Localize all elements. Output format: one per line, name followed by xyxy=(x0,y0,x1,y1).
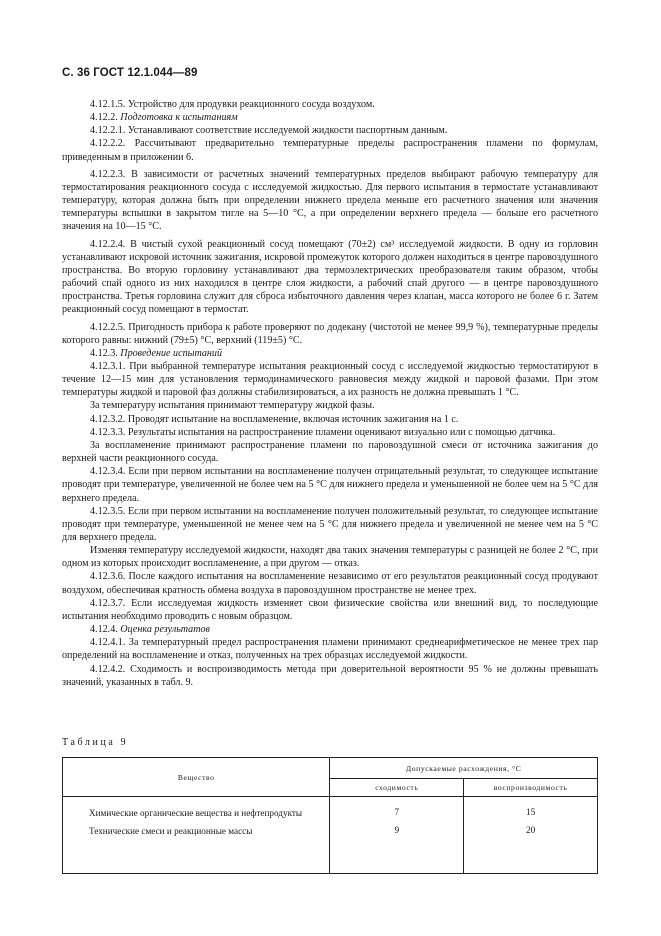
column-header-convergence: сходимость xyxy=(330,779,464,797)
paragraph: Изменяя температуру исследуемой жидкости, находят два таких значения температуры с разницей не более 2 °С, при одном из которых происходит воспламенение, а при другом — отказ. xyxy=(62,545,598,570)
section-heading-preparation xyxy=(62,111,598,124)
cell-substance: Технические смеси и реакционные массы xyxy=(63,819,330,874)
section-number: 4.12.3. xyxy=(90,347,118,359)
table-caption: Таблица 9 xyxy=(62,737,129,748)
table-row xyxy=(63,797,598,820)
paragraph: 4.12.3.4. Если при первом испытании на воспламенение получен отрицательный результат, то следующее испытание проводят при температуре, увеличенной не более чем на 5 °С для нижнего предела и уменьшенной не более чем на 5 °С для верхнего предела. xyxy=(62,466,598,504)
paragraph: За воспламенение принимают распространение пламени по паровоздушной смеси от источника зажигания до верхней части реакционного сосуда. xyxy=(62,439,598,465)
document-body xyxy=(62,98,598,689)
section-number: 4.12.4. xyxy=(90,624,118,636)
paragraph: 4.12.1.5. Устройство для продувки реакционного сосуда воздухом. xyxy=(90,99,375,110)
paragraph: 4.12.3.7. Если исследуемая жидкость изменяет свои физические свойства или внешний вид, то последующие испытания необходимо проводить с новым образцом. xyxy=(62,597,598,622)
section-title: Оценка результатов xyxy=(120,624,210,636)
column-header-substance: Вещество xyxy=(63,758,330,797)
section-title: Подготовка к испытаниям xyxy=(120,112,238,124)
paragraph: 4.12.3.1. При выбранной температуре испытания реакционный сосуд с исследуемой жидкостью термостатируют в течение 12—15 мин для установления термодинамического равновесия между жидкой и паровой фазами. При этом температуры жидкой и паровой фаз должны стабилизироваться, а их разность не должна превышать 1 °С. xyxy=(62,360,598,399)
paragraph: 4.12.3.3. Результаты испытания на распространение пламени оценивают визуально или с помощью датчика. xyxy=(90,426,556,438)
cell-reproducibility: 20 xyxy=(464,819,598,874)
page-header: С. 36 ГОСТ 12.1.044—89 xyxy=(62,67,198,79)
paragraph: 4.12.3.6. После каждого испытания на воспламенение независимо от его результатов реакционный сосуд продувают воздухом, обеспечивая кратность обмена воздуха в паровоздушном пространстве не менее трех. xyxy=(62,571,598,596)
paragraph: 4.12.2.5. Пригодность прибора к работе проверяют по додекану (чистотой не менее 99,9 %), температурные пределы которого равны: нижний (79±5) °С, верхний (119±5) °С. xyxy=(62,321,598,346)
paragraph: 4.12.2.2. Рассчитывают предварительно температурные пределы распространения пламени по формулам, приведенным в приложении 6. xyxy=(62,138,598,163)
paragraph: 4.12.4.1. За температурный предел распространения пламени принимают среднеарифметическое не менее трех пар определений на воспламенение и отказ, полученных на трех образцах исследуемой жидкости. xyxy=(62,637,598,662)
paragraph: 4.12.2.1. Устанавливают соответствие исследуемой жидкости паспортным данным. xyxy=(90,125,448,137)
column-group-header: Допускаемые расхождения, °С xyxy=(330,758,598,779)
section-heading-evaluation xyxy=(62,623,598,636)
paragraph: 4.12.2.3. В зависимости от расчетных значений температурных пределов выбирают рабочую температуру для термостатирования реакционного сосуда с исследуемой жидкостью. Для первого испытания в термостате устанавливают температуру, которая должна быть при определении нижнего предела меньше его расчетного значения или значения температуры вспышки в закрытом тигле на 5—10 °С, а при определении верхнего предела — больше его расчетного значения на 10—15 °С. xyxy=(62,168,598,233)
cell-substance: Химические органические вещества и нефтепродукты xyxy=(63,797,330,820)
section-number: 4.12.2. xyxy=(90,112,118,124)
section-heading-testing xyxy=(62,347,598,360)
table-row xyxy=(63,819,598,874)
paragraph: 4.12.3.5. Если при первом испытании на воспламенение получен положительный результат, то следующее испытание проводят при температуре, уменьшенной не менее чем на 5 °С для нижнего предела и увеличенной не менее чем на 5 °С для верхнего предела. xyxy=(62,505,598,543)
section-title: Проведение испытаний xyxy=(120,347,223,359)
table-9 xyxy=(62,757,598,874)
table-header-row xyxy=(63,758,598,779)
column-header-reproducibility: воспроизводимость xyxy=(464,779,598,797)
paragraph: 4.12.2.4. В чистый сухой реакционный сосуд помещают (70±2) см³ исследуемой жидкости. В одну из горловин устанавливают искровой источник зажигания, искровой промежуток которого должен находиться в центре паровоздушного пространства. Во вторую горловину устанавливают два термоэлектрических преобразователя таким образом, чтобы рабочий спай одного из них находился в центре слоя жидкости, а рабочий спай другого — в центре паровоздушного пространства. Третья горловина служит для сброса избыточного давления через клапан, масса которого не более 6 г. Затем реакционный сосуд помещают в термостат. xyxy=(62,238,598,316)
paragraph: 4.12.3.2. Проводят испытание на воспламенение, включая источник зажигания на 1 с. xyxy=(90,413,459,425)
cell-reproducibility: 15 xyxy=(464,797,598,820)
cell-convergence: 7 xyxy=(330,797,464,820)
paragraph: 4.12.4.2. Сходимость и воспроизводимость метода при доверительной вероятности 95 % не должны превышать значений, указанных в табл. 9. xyxy=(62,663,598,688)
cell-convergence: 9 xyxy=(330,819,464,874)
paragraph: За температуру испытания принимают температуру жидкой фазы. xyxy=(90,400,375,412)
